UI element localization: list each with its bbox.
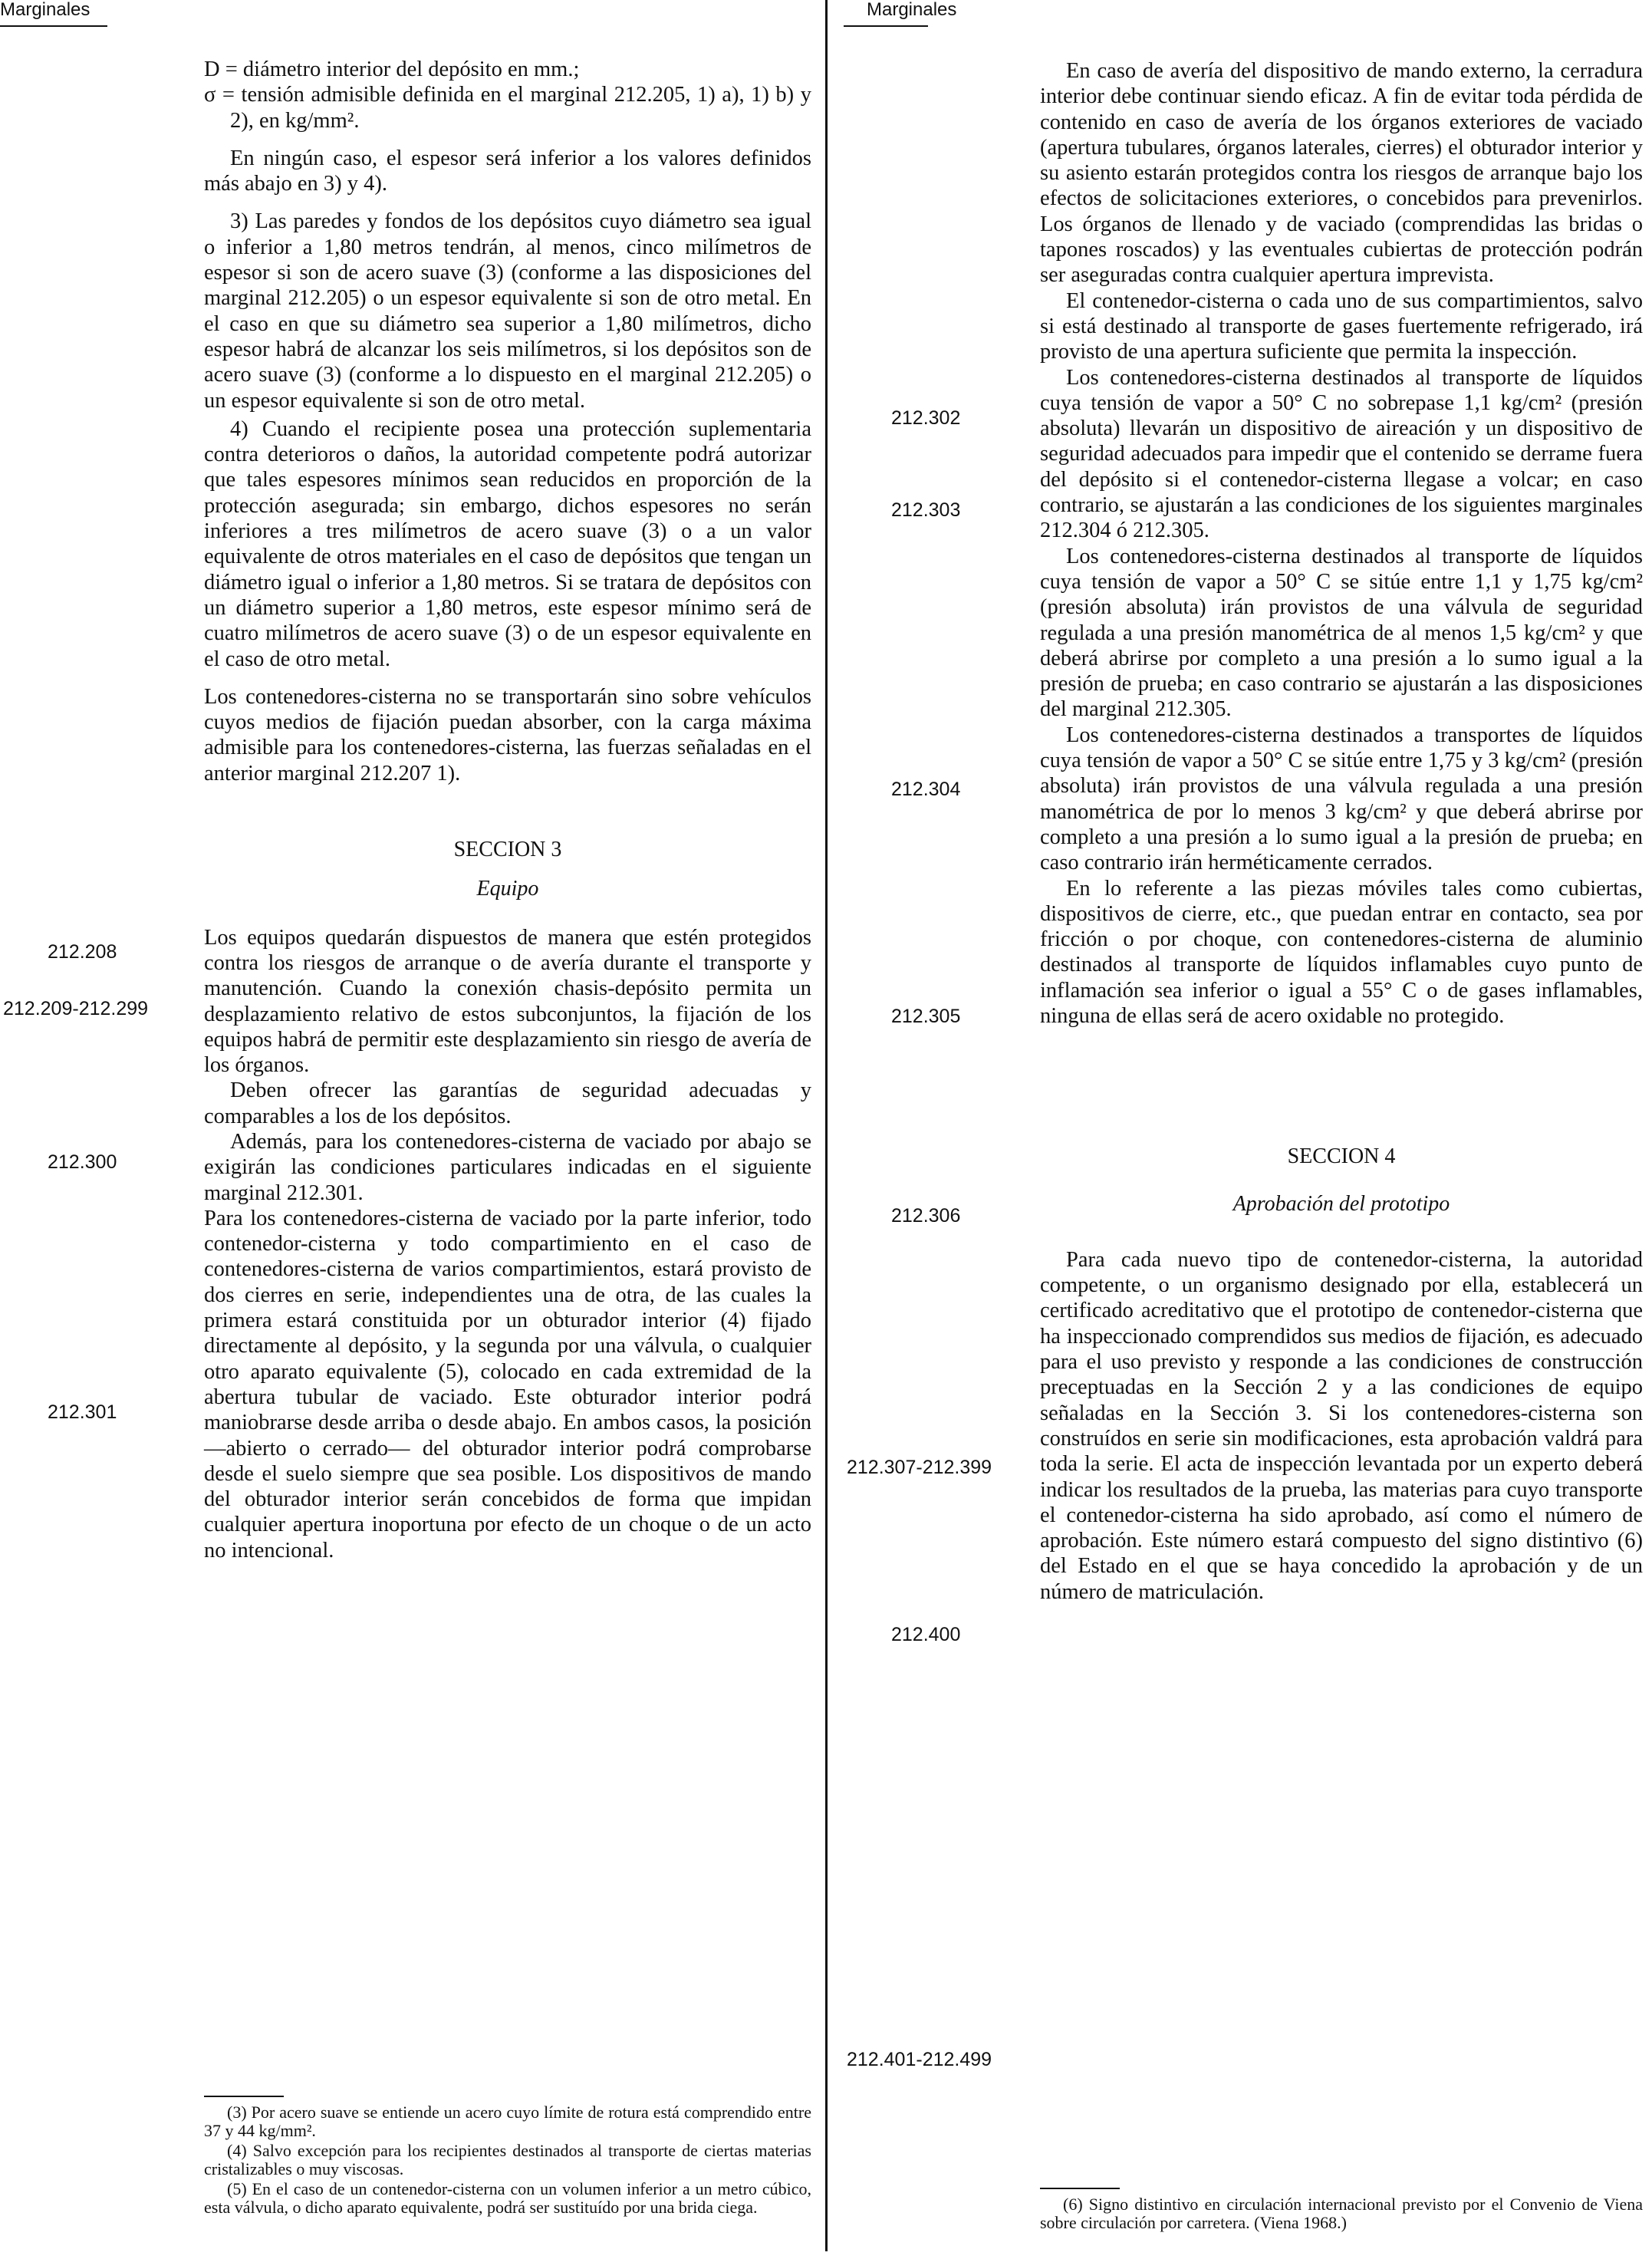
definition-sigma: σ = tensión admisible definida en el marginal 212.205, 1) a), 1) b) y 2), en kg/mm².: [204, 83, 811, 133]
marginal-number: 212.400: [891, 1624, 961, 1645]
marginal-212-306-text: En lo referente a las piezas móviles tales como cubiertas, dispositivos de cierre, etc., que puedan entrar en contacto, sea por fricción o por choque, con contenedores-cisterna de aluminio destinados al transporte de líquidos inflamables cuyo punto de inflamación sea inferior o igual a 55° C o de gases inflamables, ninguna de ellas será de acero oxidable no protegido.: [1040, 876, 1643, 1028]
marginal-212-208-text: Los contenedores-cisterna no se transportarán sino sobre vehículos cuyos medios de fijación puedan absorber, con la carga máxima admisible para los contenedores-cisterna, las fuerzas señaladas en el anterior marginal 212.207 1).: [204, 684, 811, 785]
marginal-number: 212.302: [891, 407, 961, 429]
marginal-number: 212.401-212.499: [847, 2049, 992, 2070]
column-divider: [825, 0, 828, 2251]
marginales-header-left: Marginales: [0, 0, 90, 20]
footnote-4: (4) Salvo excepción para los recipientes destinados al transporte de ciertas materias cristalizables o muy viscosas.: [204, 2141, 811, 2178]
marginal-number: 212.306: [891, 1205, 961, 1227]
footnote-6: (6) Signo distintivo en circulación internacional previsto por el Convenio de Viena sobre circulación por carretera. (Viena 1968.): [1040, 2195, 1643, 2232]
paragraph-3: 3) Las paredes y fondos de los depósitos cuyo diámetro sea igual o inferior a 1,80 metros tendrán, al menos, cinco milímetros de espesor si son de acero suave (3) (conforme a las disposiciones del marginal 212.205) o un espesor equivalente si son de otro metal. En el caso en que su diámetro sea superior a 1,80 milímetros, dicho espesor habrá de alcanzar los seis milímetros, si los depósitos son de acero suave (3) (conforme a lo dispuesto en el marginal 212.205) o un espesor equivalente si son de otro metal.: [204, 209, 811, 413]
marginal-number: 212.303: [891, 499, 961, 521]
marginal-212-302-text: El contenedor-cisterna o cada uno de sus compartimientos, salvo si está destinado al transporte de gases fuertemente refrigerado, irá provisto de una apertura suficiente que permita la inspección.: [1040, 288, 1643, 364]
marginal-212-400-text: Para cada nuevo tipo de contenedor-cisterna, la autoridad competente, o un organismo designado por ella, establecerá un certificado acreditativo que el prototipo de contenedor-cisterna que ha inspeccionado comprendidos sus medios de fijación, es adecuado para el uso previsto y responde a las condiciones de construcción preceptuadas en la Sección 2 y a las condiciones de equipo señaladas en la Sección 3. Si los contenedores-cisterna son construídos en serie sin modificaciones, esta aprobación valdrá para toda la serie. El acta de inspección levantada por un experto deberá indicar los resultados de la prueba, las materias para cuyo transporte el contenedor-cisterna ha sido aprobado, así como el número de aprobación. Este número estará compuesto del signo distintivo (6) del Estado en el que se haya concedido la aprobación y de un número de matriculación.: [1040, 1247, 1643, 1604]
marginal-number: 212.304: [891, 779, 961, 800]
paragraph: En caso de avería del dispositivo de mando externo, la cerradura interior debe continuar siendo eficaz. A fin de evitar toda pérdida de contenido en caso de avería de los órganos exteriores de vaciado (apertura tubulares, órganos laterales, cierres) el obturador interior y su asiento estarán protegidos contra los riesgos de arranque bajo los efectos de solicitaciones exteriores, o concebidos para prevenirlos. Los órganos de llenado y de vaciado (comprendidas las bridas o tapones roscados) y las eventuales cubiertas de protección podrán ser aseguradas contra cualquier apertura imprevista.: [1040, 59, 1643, 288]
marginal-number: 212.300: [48, 1151, 117, 1173]
marginales-header-right: Marginales: [867, 0, 957, 20]
paragraph: Deben ofrecer las garantías de seguridad adecuadas y comparables a los de los depósitos.: [204, 1078, 811, 1128]
marginal-number: 212.208: [48, 941, 117, 963]
footnote-rule: [1040, 2188, 1120, 2189]
section-heading: SECCION 4: [1287, 1144, 1396, 1169]
footnote-5: (5) En el caso de un contenedor-cisterna con un volumen inferior a un metro cúbico, esta válvula, o dicho aparato equivalente, podrá ser sustituído por una brida ciega.: [204, 2179, 811, 2217]
marginal-number: 212.307-212.399: [847, 1457, 992, 1478]
footnotes-right: [1040, 2195, 1643, 2234]
header-rule-left: [0, 25, 107, 27]
right-text-column: [1040, 58, 1643, 1605]
section-title: Aprobación del prototipo: [1232, 1191, 1450, 1216]
footnote-3: (3) Por acero suave se entiende un acero cuyo límite de rotura está comprendido entre 37 y 44 kg/mm².: [204, 2103, 811, 2140]
marginal-number: 212.301: [48, 1401, 117, 1423]
marginal-212-301-text: Para los contenedores-cisterna de vaciado por la parte inferior, todo contenedor-cisterna y todo compartimiento en el caso de contenedores-cisterna de varios compartimientos, estará provisto de dos cierres en serie, independientes una de otra, de las cuales la primera estará constituida por un obturador interior (4) fijado directamente al depósito, y la segunda por una válvula, o cualquier otro aparato equivalente (5), colocado en cada extremidad de la abertura tubular de vaciado. Este obturador interior podrá maniobrarse desde arriba o desde abajo. En ambos casos, la posición —abierto o cerrado— del obturador interior podrá comprobarse desde el suelo siempre que sea posible. Los dispositivos de mando del obturador interior serán concebidos de forma que impidan cualquier apertura inoportuna por efecto de un choque o de un acto no intencional.: [204, 1206, 811, 1563]
section-title: Equipo: [476, 877, 539, 901]
paragraph: En ningún caso, el espesor será inferior a los valores definidos más abajo en 3) y 4).: [204, 146, 811, 196]
marginal-212-303-text: Los contenedores-cisterna destinados al transporte de líquidos cuya tensión de vapor a 50° C no sobrepase 1,1 kg/cm² (presión absoluta) llevarán un dispositivo de aireación y un dispositivo de seguridad adecuados para impedir que el contenido se derrame fuera del depósito si el contenedor-cisterna llegase a volcar; en caso contrario, se ajustarán a las condiciones de los siguientes marginales 212.304 ó 212.305.: [1040, 365, 1643, 543]
paragraph-4: 4) Cuando el recipiente posea una protección suplementaria contra deterioros o daños, la autoridad competente podrá autorizar que tales espesores mínimos sean reducidos en proporción de la protección asegurada; sin embargo, dichos espesores no serán inferiores a tres milímetros de acero suave (3) o a un valor equivalente de otros materiales en el caso de depósitos que tengan un diámetro igual o inferior a 1,80 metros. Si se tratara de depósitos con un diámetro superior a 1,80 metros, este espesor mínimo será de cuatro milímetros de acero suave (3) o de un espesor equivalente en el caso de otro metal.: [204, 417, 811, 671]
paragraph: Además, para los contenedores-cisterna de vaciado por abajo se exigirán las condiciones particulares indicadas en el siguiente marginal 212.301.: [204, 1129, 811, 1205]
section-heading: SECCION 3: [453, 838, 562, 862]
marginal-212-300-text: Los equipos quedarán dispuestos de manera que estén protegidos contra los riesgos de arranque o de avería durante el transporte y manutención. Cuando la conexión chasis-depósito permita un desplazamiento relativo de estos subconjuntos, la fijación de los equipos habrá de permitir este desplazamiento sin riesgo de avería de los órganos.: [204, 925, 811, 1078]
marginal-212-304-text: Los contenedores-cisterna destinados al transporte de líquidos cuya tensión de vapor a 50° C se sitúe entre 1,1 y 1,75 kg/cm² (presión absoluta) irán provistos de una válvula de seguridad regulada a una presión manométrica de al menos 1,5 kg/cm² y que deberá abrirse por completo a una presión a lo sumo igual a la presión de prueba; en caso contrario se ajustarán a las disposiciones del marginal 212.305.: [1040, 544, 1643, 722]
footnote-rule: [204, 2096, 284, 2097]
marginal-212-305-text: Los contenedores-cisterna destinados a transportes de líquidos cuya tensión de vapor a 50° C se sitúe entre 1,75 y 3 kg/cm² (presión absoluta) irán provistos de una válvula regulada a una presión manométrica de por lo menos 3 kg/cm² y que deberá abrirse por completo a una presión a lo sumo igual a la presión de prueba; en caso contrario irán herméticamente cerrados.: [1040, 723, 1643, 875]
left-text-column: [204, 57, 811, 1563]
definition-d: D = diámetro interior del depósito en mm.;: [204, 58, 580, 81]
header-rule-right: [844, 25, 928, 27]
footnotes-left: [204, 2103, 811, 2218]
marginal-number: 212.209-212.299: [3, 998, 149, 1019]
marginal-number: 212.305: [891, 1006, 961, 1027]
